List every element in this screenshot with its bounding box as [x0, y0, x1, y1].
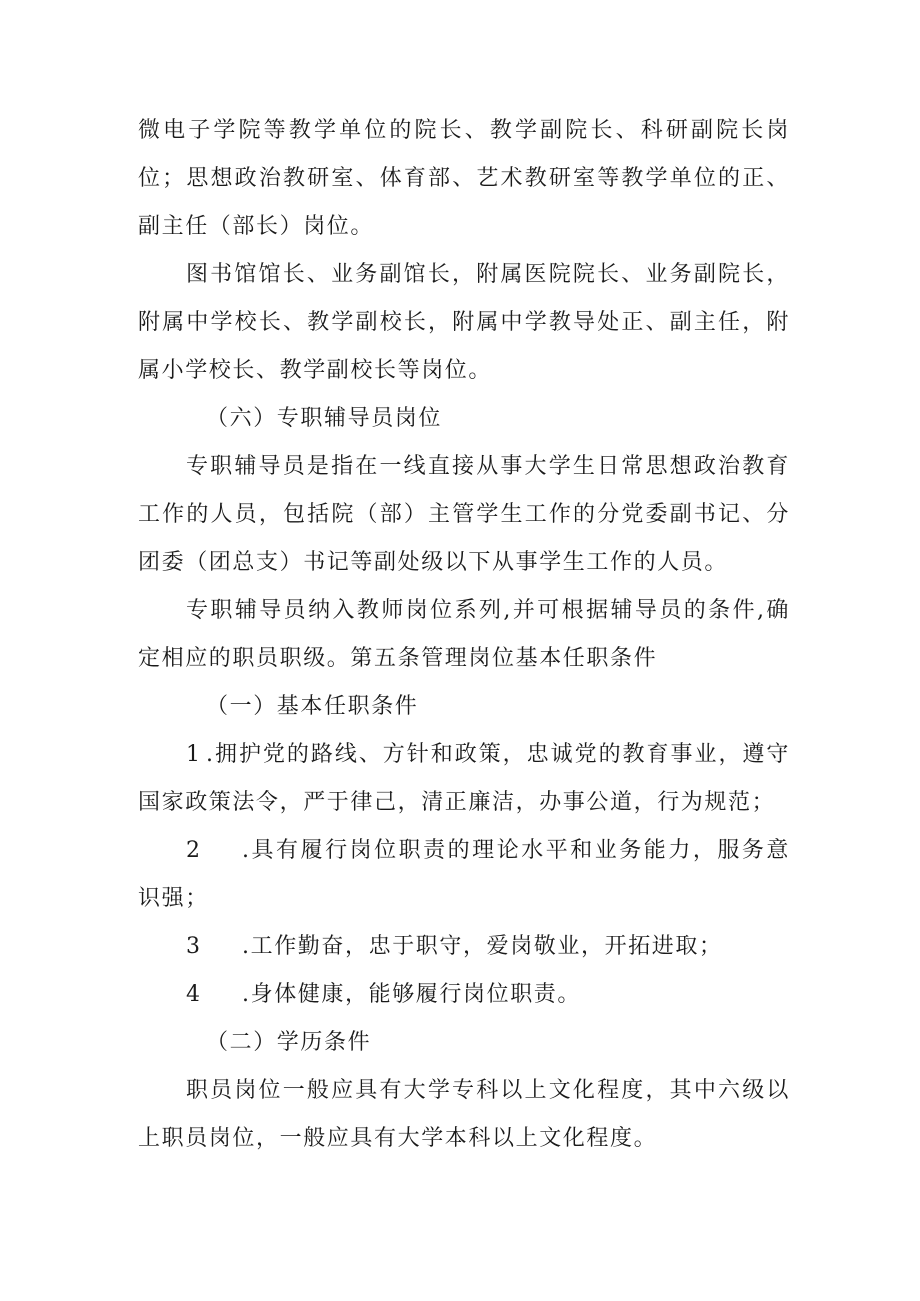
- document-body: [138, 107, 790, 1163]
- heading-education-conditions: （二）学历条件: [206, 1030, 372, 1055]
- heading-basic-conditions: （一）基本任职条件: [206, 694, 419, 719]
- paragraph-library-hospital-school-posts: 图书馆馆长、业务副馆长，附属医院院长、业务副院长，附属中学校长、教学副校长，附属中学教导处正、副主任，附属小学校长、教学副校长等岗位。: [138, 262, 790, 383]
- list-item-text: .身体健康，能够履行岗位职责。: [242, 982, 581, 1007]
- list-item-condition-3: [138, 923, 790, 971]
- list-item-condition-4: [138, 971, 790, 1019]
- list-item-condition-1: [138, 731, 790, 827]
- list-item-number: 3: [186, 934, 202, 959]
- paragraph-teaching-unit-posts: 微电子学院等教学单位的院长、教学副院长、科研副院长岗位；思想政治教研室、体育部、艺术教研室等教学单位的正、副主任（部长）岗位。: [138, 118, 790, 239]
- list-item-number: 4: [186, 982, 202, 1007]
- list-item-text: .工作勤奋，忠于职守，爱岗敬业，开拓进取；: [242, 934, 723, 959]
- paragraph-counselor-definition: 专职辅导员是指在一线直接从事大学生日常思想政治教育工作的人员，包括院（部）主管学生工作的分党委副书记、分团委（团总支）书记等副处级以下从事学生工作的人员。: [138, 454, 790, 575]
- heading-counselor-posts: （六）专职辅导员岗位: [206, 406, 443, 431]
- list-item-condition-2: [138, 827, 790, 923]
- paragraph-counselor-series: 专职辅导员纳入教师岗位系列,并可根据辅导员的条件,确定相应的职员职级。第五条管理岗位基本任职条件: [138, 598, 790, 671]
- list-item-text: .拥护党的路线、方针和政策，忠诚党的教育事业，遵守国家政策法令，严于律己，清正廉洁，办事公道，行为规范；: [138, 742, 790, 815]
- paragraph-education-requirement: 职员岗位一般应具有大学专科以上文化程度，其中六级以上职员岗位，一般应具有大学本科以上文化程度。: [138, 1078, 790, 1151]
- list-item-text: .具有履行岗位职责的理论水平和业务能力，服务意识强；: [138, 838, 790, 911]
- list-item-number: 1: [186, 742, 202, 767]
- list-item-number: 2: [186, 838, 202, 863]
